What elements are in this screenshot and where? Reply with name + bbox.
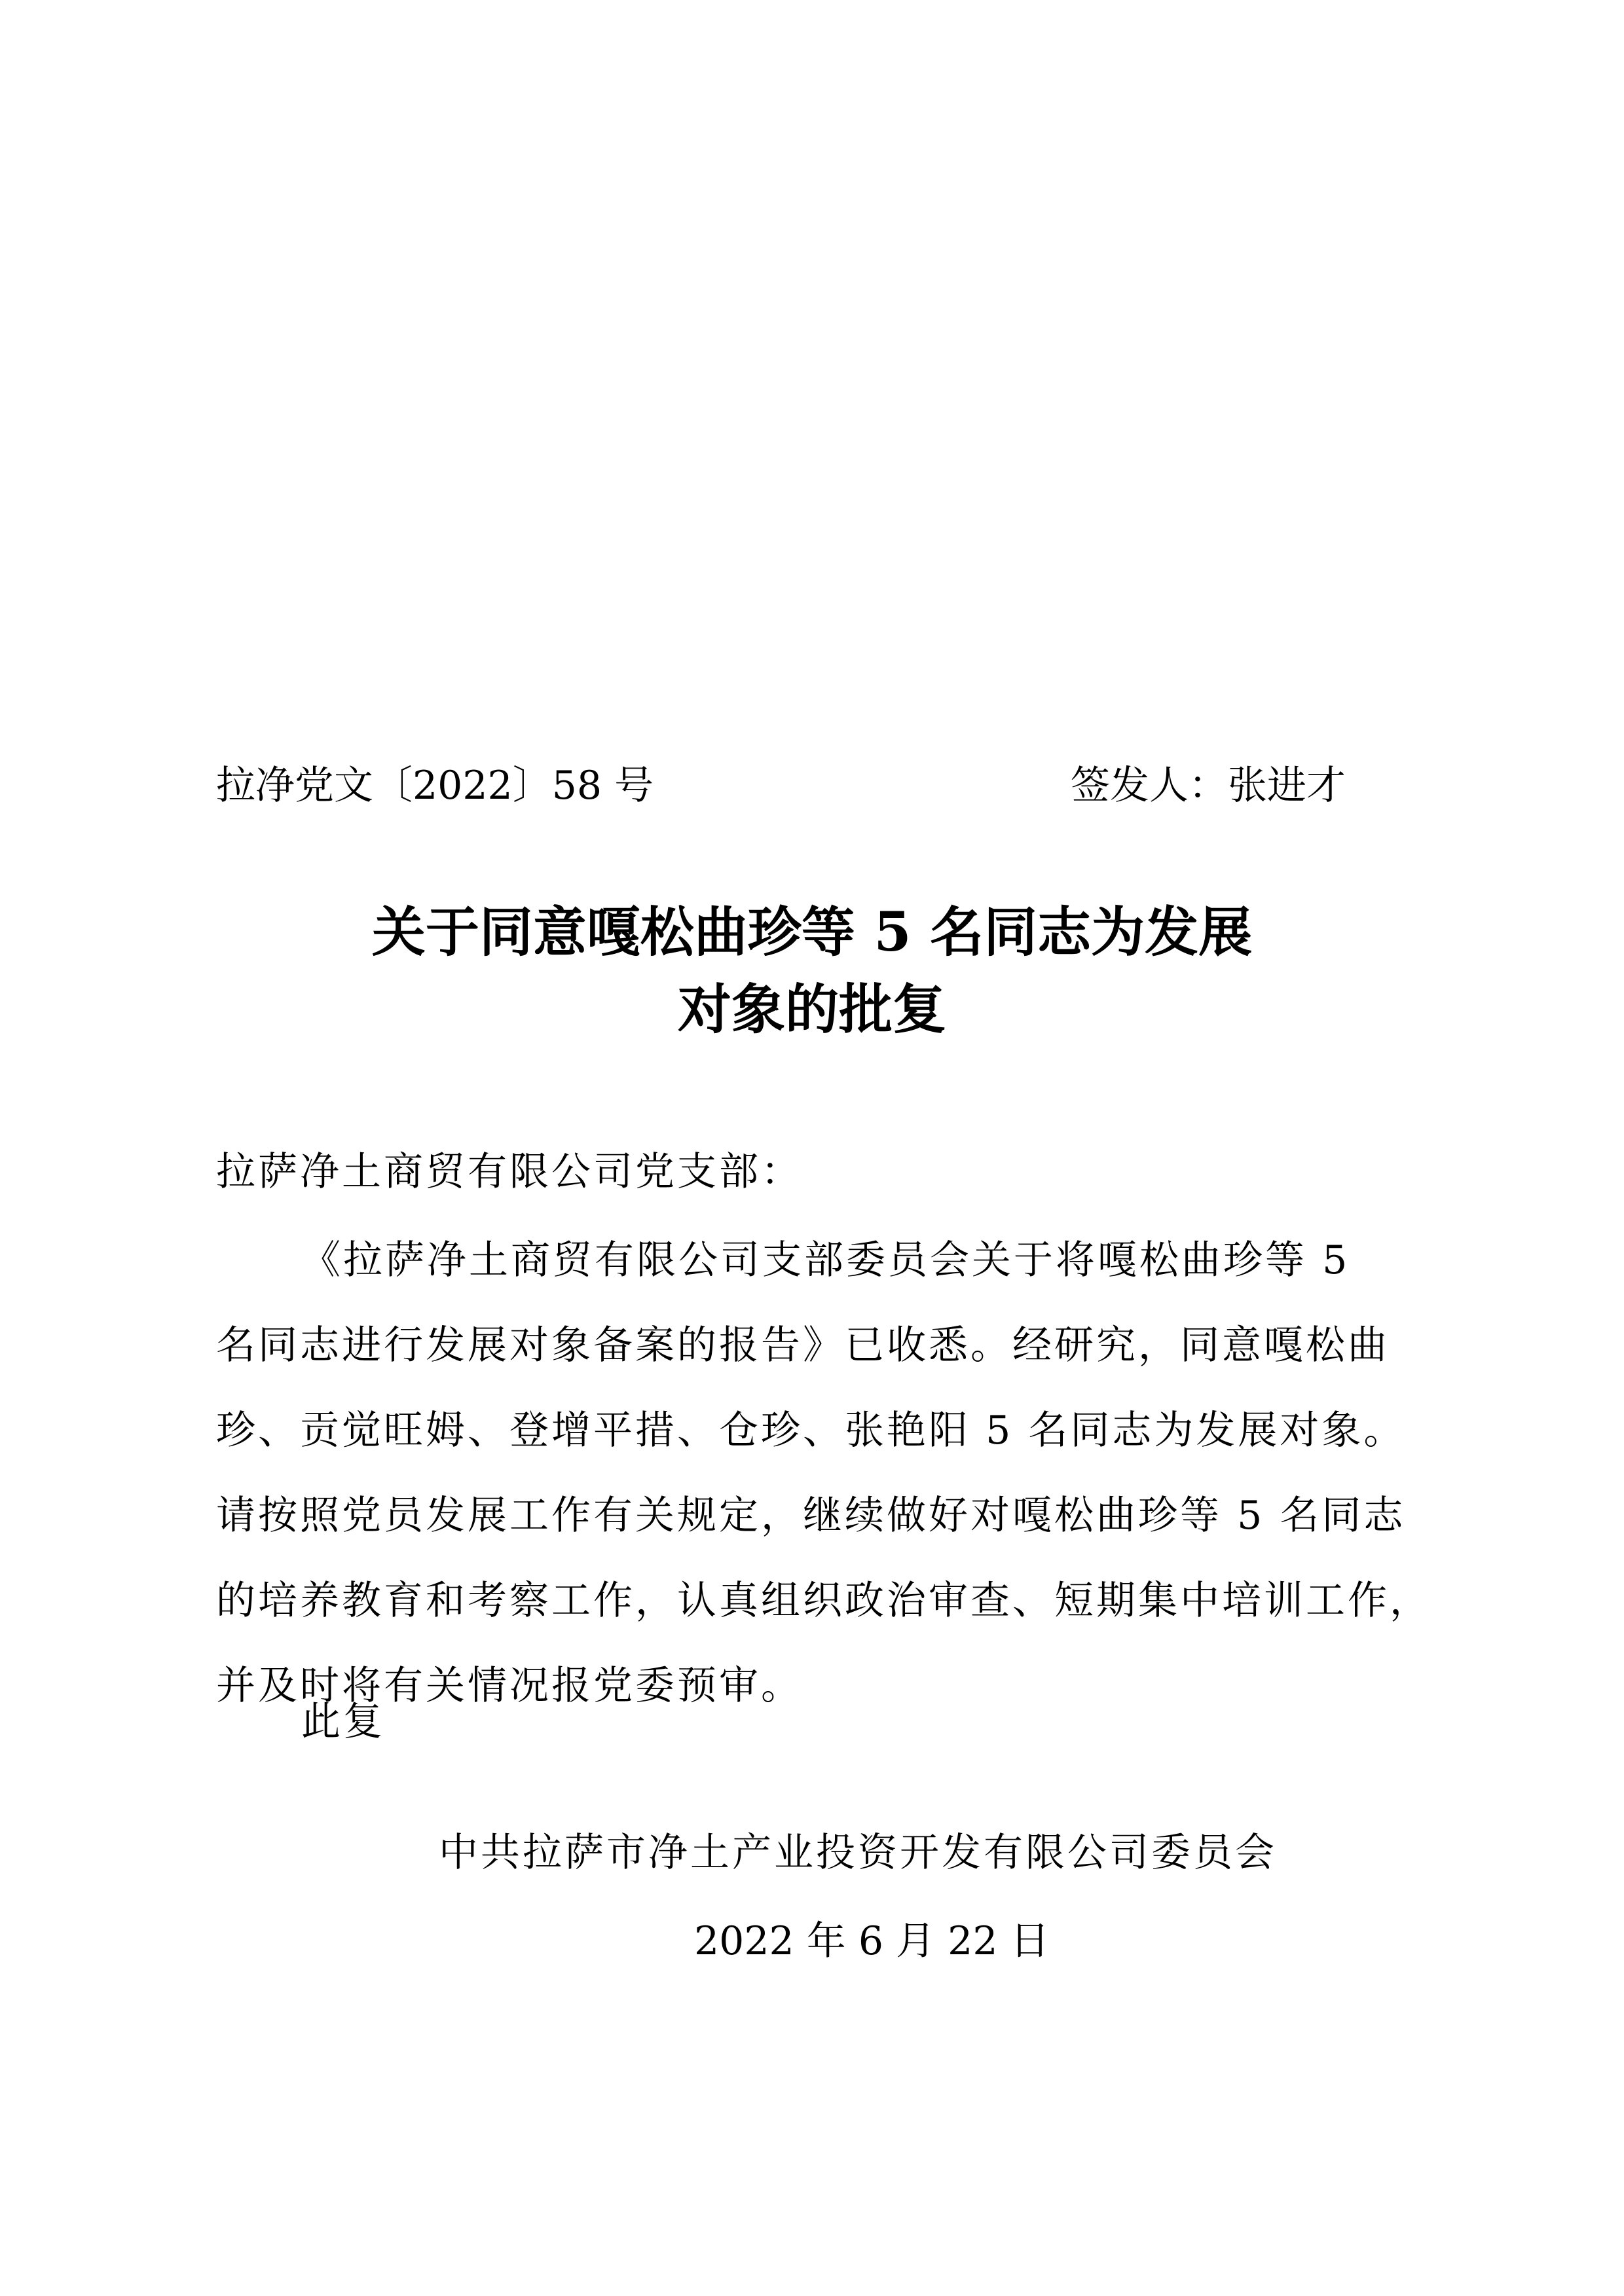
issue-date: 2022 年 6 月 22 日 [694,1918,1050,1964]
body-line: 珍、贡觉旺姆、登增平措、仓珍、张艳阳 5 名同志为发展对象。 [216,1408,1406,1453]
document-title [216,894,1408,1048]
document-header [216,753,1408,818]
title-line-1: 关于同意嘎松曲珍等 5 名同志为发展 [371,901,1253,964]
signer: 签发人：张进才 [1071,763,1346,809]
body-paragraph [216,1218,1431,1728]
recipient: 拉萨净土商贸有限公司党支部： [216,1149,803,1195]
document-number: 拉净党文〔2022〕58 号 [216,763,654,809]
title-line-2: 对象的批复 [677,978,946,1041]
issuing-organization: 中共拉萨市净土产业投资开发有限公司委员会 [439,1830,1277,1876]
body-line: 《拉萨净土商贸有限公司支部委员会关于将嘎松曲珍等 5 [301,1237,1350,1283]
body-line: 请按照党员发展工作有关规定，继续做好对嘎松曲珍等 5 名同志 [216,1493,1406,1539]
closing-remark: 此复 [301,1699,385,1745]
body-line: 的培养教育和考察工作，认真组织政治审查、短期集中培训工作， [216,1578,1431,1624]
body-line: 名同志进行发展对象备案的报告》已收悉。经研究，同意嘎松曲 [216,1322,1390,1368]
body-line: 并及时将有关情况报党委预审。 [216,1663,803,1709]
